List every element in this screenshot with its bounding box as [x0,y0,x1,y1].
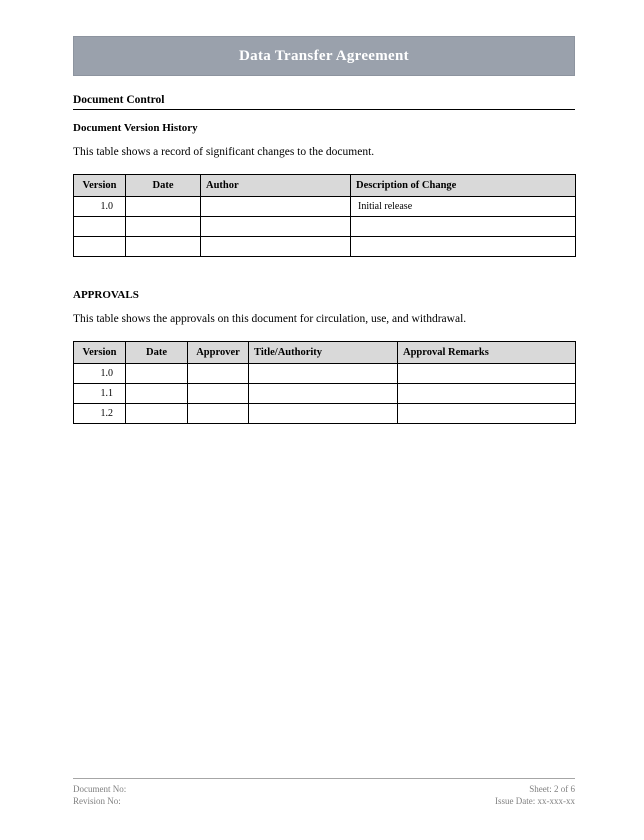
cell-author[interactable] [201,236,351,256]
cell-version[interactable]: 1.1 [74,383,126,403]
table-row [74,383,576,403]
footer-sheet-number: Sheet: 2 of 6 [529,784,575,794]
column-header-description: Description of Change [351,174,576,196]
table-header-row [74,174,576,196]
table-row [74,403,576,423]
cell-description[interactable]: Initial release [351,196,576,216]
cell-description[interactable] [351,216,576,236]
document-control-heading: Document Control [73,94,575,110]
cell-date[interactable] [126,363,188,383]
column-header-date: Date [126,174,201,196]
cell-approver[interactable] [188,363,249,383]
approvals-intro: This table shows the approvals on this document for circulation, use, and withdrawal. [73,312,467,325]
approvals-heading: APPROVALS [73,288,139,301]
column-header-version: Version [74,341,126,363]
cell-approval-remarks[interactable] [398,403,576,423]
cell-approver[interactable] [188,403,249,423]
version-history-intro: This table shows a record of significant changes to the document. [73,146,375,158]
cell-date[interactable] [126,236,201,256]
cell-version[interactable]: 1.2 [74,403,126,423]
page-content [73,36,575,424]
cell-date[interactable] [126,216,201,236]
footer-document-no: Document No: [73,784,127,794]
cell-title-authority[interactable] [249,403,398,423]
column-header-approver: Approver [188,341,249,363]
footer-issue-date: Issue Date: xx-xxx-xx [495,796,575,807]
cell-author[interactable] [201,216,351,236]
footer-row-top [73,783,575,795]
approvals-table [73,341,576,424]
cell-approval-remarks[interactable] [398,363,576,383]
cell-title-authority[interactable] [249,363,398,383]
cell-description[interactable] [351,236,576,256]
version-history-table [73,174,576,257]
cell-version[interactable]: 1.0 [74,196,126,216]
document-title: Data Transfer Agreement [239,47,409,64]
cell-date[interactable] [126,403,188,423]
table-row [74,363,576,383]
table-header-row [74,341,576,363]
table-row [74,196,576,216]
cell-version[interactable] [74,216,126,236]
column-header-date: Date [126,341,188,363]
table-row [74,236,576,256]
cell-approval-remarks[interactable] [398,383,576,403]
document-title-banner [73,36,575,76]
cell-date[interactable] [126,383,188,403]
version-history-heading: Document Version History [73,122,198,134]
cell-version[interactable] [74,236,126,256]
footer-row-bottom [73,795,575,807]
cell-approver[interactable] [188,383,249,403]
cell-title-authority[interactable] [249,383,398,403]
table-row [74,216,576,236]
column-header-version: Version [74,174,126,196]
column-header-title-authority: Title/Authority [249,341,398,363]
page-footer [73,778,575,807]
cell-author[interactable] [201,196,351,216]
footer-revision-no: Revision No: [73,796,121,807]
cell-date[interactable] [126,196,201,216]
cell-version[interactable]: 1.0 [74,363,126,383]
column-header-author: Author [201,174,351,196]
column-header-approval-remarks: Approval Remarks [398,341,576,363]
